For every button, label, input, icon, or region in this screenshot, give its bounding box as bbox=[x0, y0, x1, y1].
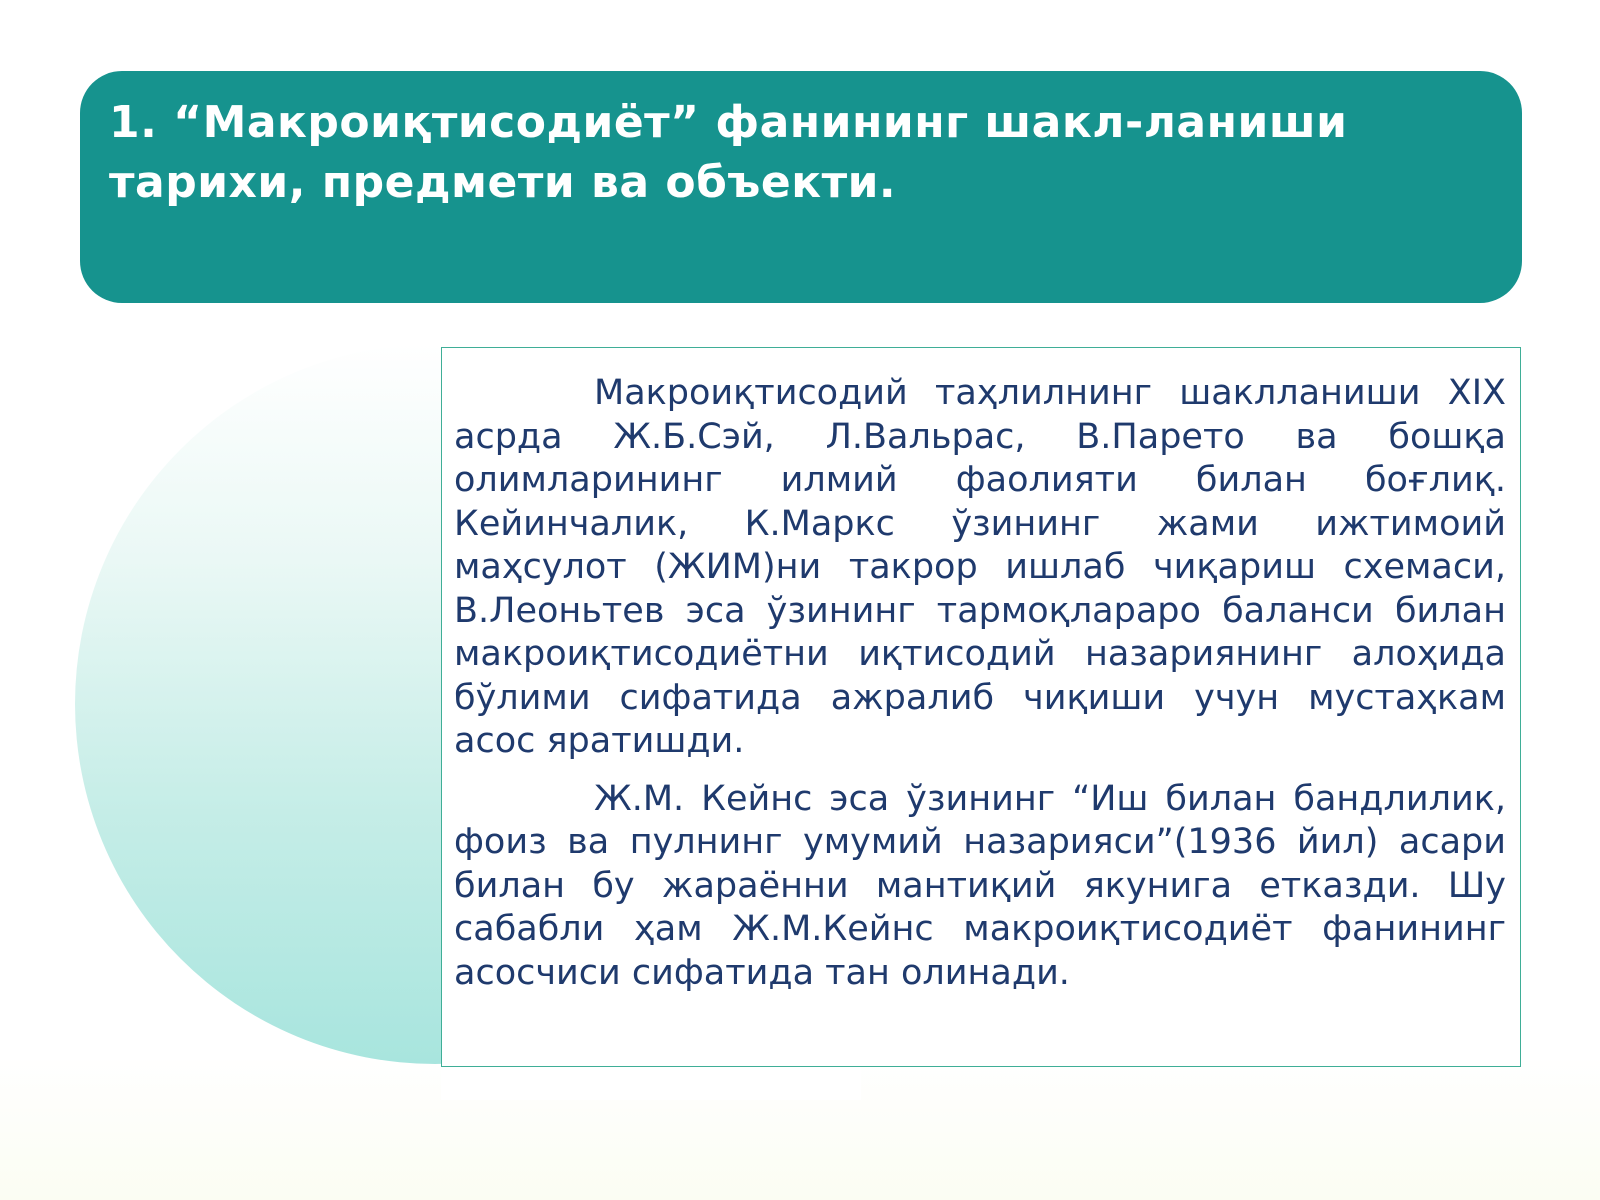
paragraph-keynes: Ж.М. Кейнс эса ўзининг “Иш билан бандлилик, фоиз ва пулнинг умумий назарияси”(1936 йил) асари билан бу жараённи мантиқий якунига етказди. Шу сабабли ҳам Ж.М.Кейнс макроиқтисодиёт фанининг асосчиси сифатида тан олинади. bbox=[454, 778, 1506, 993]
content-text-box bbox=[441, 347, 1521, 1067]
paragraph-history: Макроиқтисодий таҳлилнинг шаклланиши XIX асрда Ж.Б.Сэй, Л.Вальрас, В.Парето ва бошқа олимларининг илмий фаолияти билан боғлиқ. Кейинчалик, К.Маркс ўзининг жами ижтимоий маҳсулот (ЖИМ)ни такрор ишлаб чиқариш схемаси, В.Леоньтев эса ўзининг тармоқлараро баланси билан макроиқтисодиётни иқтисодий назариянинг алоҳида бўлими сифатида ажралиб чиқиши учун мустаҳкам асос яратишди. bbox=[454, 373, 1506, 761]
slide-title: 1. “Макроиқтисодиёт” фанининг шакл-ланиши тарихи, предмети ва объекти. bbox=[109, 97, 1348, 208]
title-banner bbox=[80, 71, 1522, 303]
